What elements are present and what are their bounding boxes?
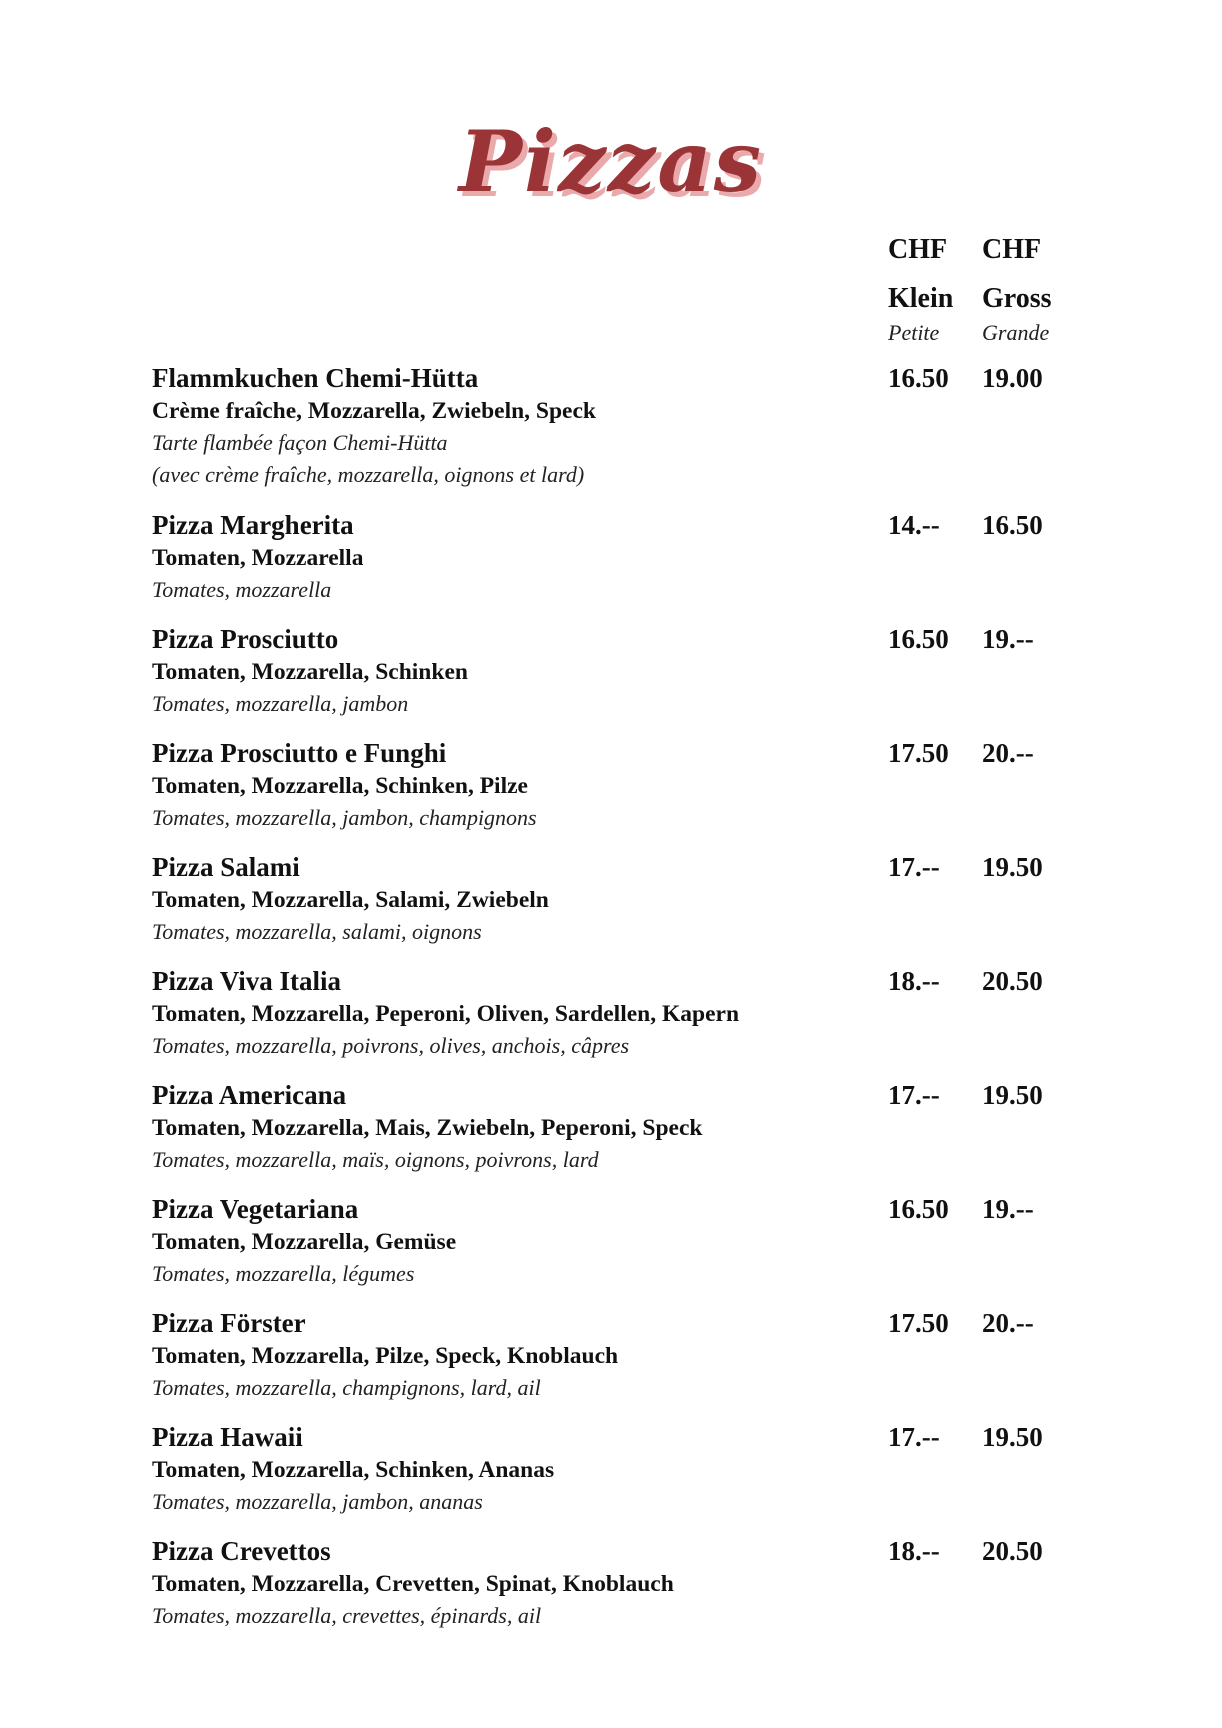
- item-ingredients-de: Tomaten, Mozzarella, Schinken: [152, 659, 468, 685]
- item-ingredients-de: Tomaten, Mozzarella, Crevetten, Spinat, Knoblauch: [152, 1571, 674, 1597]
- size-label-petite: Petite: [888, 320, 940, 345]
- item-name: Pizza Americana: [152, 1080, 347, 1110]
- item-ingredients-fr: Tomates, mozzarella, poivrons, olives, anchois, câpres: [152, 1033, 630, 1058]
- item-ingredients-fr: Tomates, mozzarella, maïs, oignons, poivrons, lard: [152, 1147, 599, 1172]
- item-name: Pizza Prosciutto e Funghi: [152, 738, 447, 768]
- item-name: Pizza Prosciutto: [152, 624, 339, 654]
- item-ingredients-fr: Tomates, mozzarella, salami, oignons: [152, 919, 482, 944]
- item-ingredients-fr: Tomates, mozzarella, jambon, ananas: [152, 1489, 483, 1514]
- item-ingredients-de: Tomaten, Mozzarella: [152, 545, 364, 571]
- price-gross: 20.50: [982, 1536, 1043, 1566]
- price-gross: 19.--: [982, 1194, 1034, 1224]
- menu-item: [152, 509, 1152, 623]
- price-gross: 20.50: [982, 966, 1043, 996]
- item-ingredients-de: Tomaten, Mozzarella, Schinken, Ananas: [152, 1457, 555, 1483]
- menu-item: [152, 1535, 1152, 1649]
- menu-item: [152, 965, 1152, 1079]
- price-klein: 17.--: [888, 852, 940, 882]
- item-name: Pizza Margherita: [152, 510, 354, 540]
- price-gross: 19.50: [982, 852, 1043, 882]
- price-gross: 19.--: [982, 624, 1034, 654]
- price-gross: 16.50: [982, 510, 1043, 540]
- price-klein: 16.50: [888, 363, 949, 393]
- price-klein: 17.--: [888, 1080, 940, 1110]
- item-ingredients-fr: Tomates, mozzarella, légumes: [152, 1261, 415, 1286]
- size-label-grande: Grande: [982, 320, 1050, 345]
- item-name: Pizza Vegetariana: [152, 1194, 359, 1224]
- item-ingredients-de: Tomaten, Mozzarella, Gemüse: [152, 1229, 457, 1255]
- item-ingredients-fr: Tomates, mozzarella: [152, 577, 332, 602]
- price-klein: 18.--: [888, 966, 940, 996]
- price-klein: 18.--: [888, 1536, 940, 1566]
- item-name: Pizza Salami: [152, 852, 300, 882]
- item-ingredients-fr: Tomates, mozzarella, champignons, lard, ail: [152, 1375, 541, 1400]
- item-name: Pizza Hawaii: [152, 1422, 303, 1452]
- menu-item: [152, 1079, 1152, 1193]
- menu-item: [152, 851, 1152, 965]
- page-title: Pizzas: [458, 112, 764, 211]
- item-name: Pizza Crevettos: [152, 1536, 331, 1566]
- price-gross: 20.--: [982, 738, 1034, 768]
- item-ingredients-de: Tomaten, Mozzarella, Peperoni, Oliven, Sardellen, Kapern: [152, 1001, 740, 1027]
- menu-item: [152, 737, 1152, 851]
- menu-item: [152, 1193, 1152, 1307]
- price-klein: 17.--: [888, 1422, 940, 1452]
- item-ingredients-fr: (avec crème fraîche, mozzarella, oignons et lard): [152, 462, 585, 487]
- menu-item: [152, 362, 1152, 509]
- price-klein: 17.50: [888, 738, 949, 768]
- item-name: Pizza Viva Italia: [152, 966, 341, 996]
- pizza-menu-list: [152, 362, 1152, 1649]
- price-gross: 20.--: [982, 1308, 1034, 1338]
- item-description-fr: Tarte flambée façon Chemi-Hütta: [152, 430, 448, 455]
- price-gross: 19.00: [982, 363, 1043, 393]
- size-label-klein: Klein: [888, 283, 954, 314]
- item-ingredients-de: Tomaten, Mozzarella, Mais, Zwiebeln, Peperoni, Speck: [152, 1115, 703, 1141]
- item-ingredients-fr: Tomates, mozzarella, crevettes, épinards, ail: [152, 1603, 542, 1628]
- price-gross: 19.50: [982, 1422, 1043, 1452]
- item-name: Pizza Förster: [152, 1308, 306, 1338]
- item-ingredients-fr: Tomates, mozzarella, jambon: [152, 691, 409, 716]
- title-area: [0, 112, 1222, 212]
- item-ingredients-fr: Tomates, mozzarella, jambon, champignons: [152, 805, 537, 830]
- item-ingredients-de: Tomaten, Mozzarella, Salami, Zwiebeln: [152, 887, 549, 913]
- item-ingredients-de: Crème fraîche, Mozzarella, Zwiebeln, Speck: [152, 398, 596, 424]
- size-label-gross: Gross: [982, 283, 1052, 314]
- menu-item: [152, 623, 1152, 737]
- menu-item: [152, 1307, 1152, 1421]
- currency-klein: CHF: [888, 234, 948, 265]
- currency-gross: CHF: [982, 234, 1042, 265]
- price-klein: 16.50: [888, 624, 949, 654]
- item-ingredients-de: Tomaten, Mozzarella, Schinken, Pilze: [152, 773, 528, 799]
- price-gross: 19.50: [982, 1080, 1043, 1110]
- item-name: Flammkuchen Chemi-Hütta: [152, 363, 479, 393]
- price-klein: 14.--: [888, 510, 940, 540]
- price-klein: 16.50: [888, 1194, 949, 1224]
- menu-item: [152, 1421, 1152, 1535]
- price-klein: 17.50: [888, 1308, 949, 1338]
- item-ingredients-de: Tomaten, Mozzarella, Pilze, Speck, Knoblauch: [152, 1343, 619, 1369]
